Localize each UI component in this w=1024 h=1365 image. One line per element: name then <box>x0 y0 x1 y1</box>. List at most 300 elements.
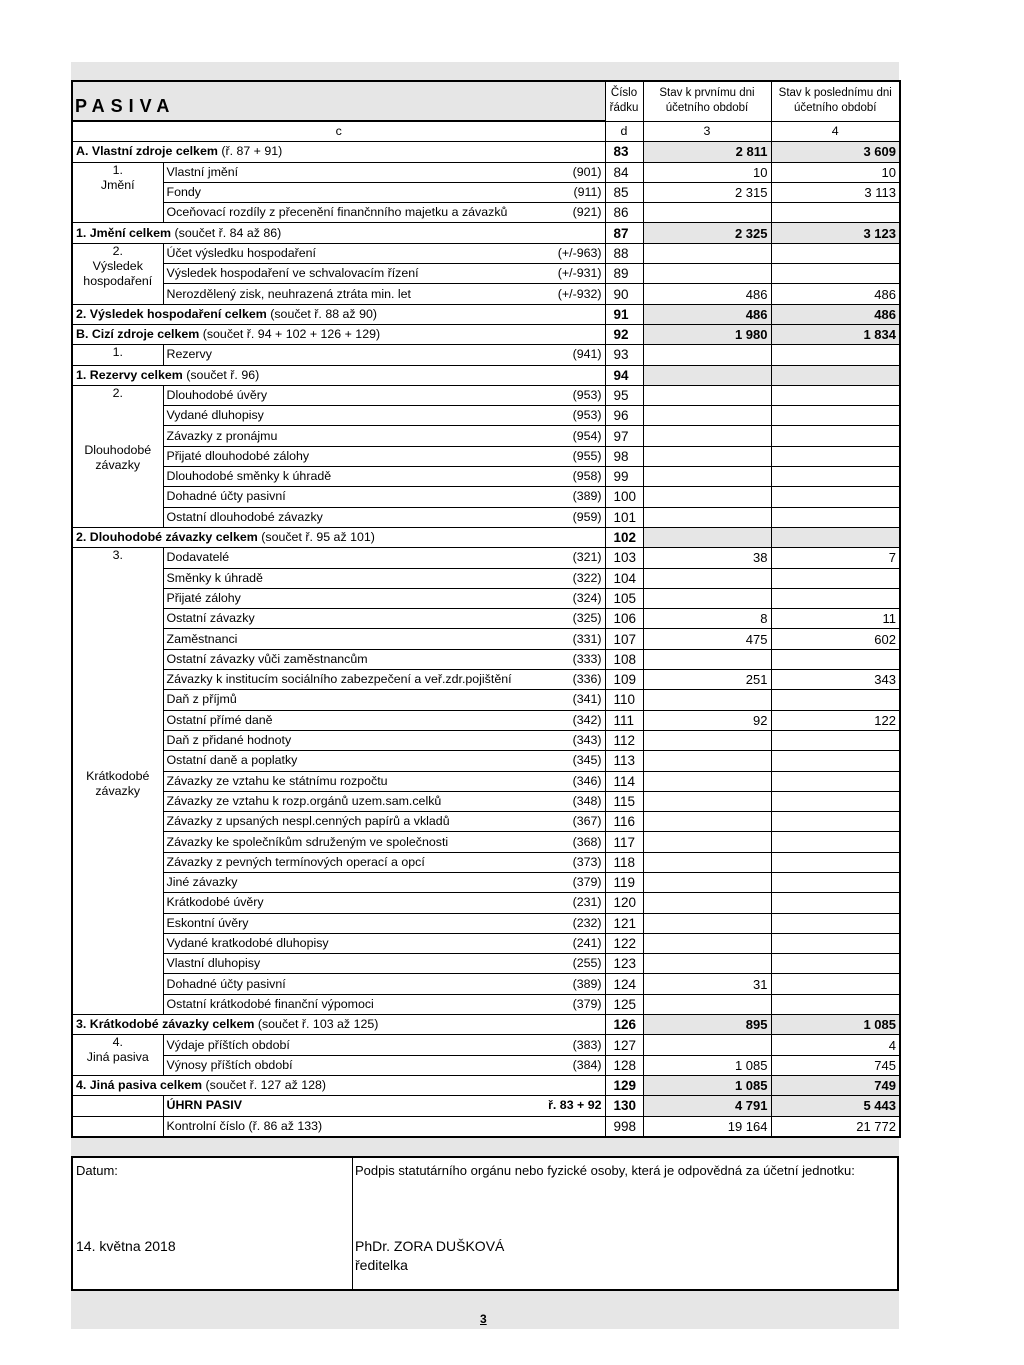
podpis-label: Podpis statutárního orgánu nebo fyzické osoby, která je odpovědná za účetní jednotku: <box>355 1163 855 1178</box>
row-number: 103 <box>605 548 643 568</box>
table-row <box>72 751 900 771</box>
item-label <box>163 872 605 892</box>
section-label <box>72 1015 605 1035</box>
item-label <box>163 182 605 202</box>
account-code: (343) <box>572 733 602 748</box>
value-first <box>643 852 771 872</box>
header-row <box>72 81 900 121</box>
account-code: (921) <box>572 205 602 220</box>
table-row <box>72 406 900 426</box>
item-label <box>163 385 605 405</box>
table-row <box>72 872 900 892</box>
row-number: 126 <box>605 1015 643 1035</box>
item-name: Ostatní závazky vůči zaměstnancům <box>166 651 368 666</box>
section-title: 4. Jiná pasiva celkem <box>76 1078 203 1093</box>
value-first <box>643 467 771 487</box>
section-label <box>72 365 605 385</box>
item-label <box>163 933 605 953</box>
value-last <box>771 243 900 263</box>
row-number: 107 <box>605 629 643 649</box>
value-first <box>643 771 771 791</box>
section-title: 2. Výsledek hospodaření celkem <box>76 306 267 321</box>
account-code: (367) <box>572 814 602 829</box>
item-name: Závazky k institucím sociálního zabezpečení a veř.zdr.pojištění <box>166 672 512 687</box>
section-title: 1. Rezervy celkem <box>76 367 183 382</box>
row-number: 97 <box>605 426 643 446</box>
section-note: (součet ř. 127 až 128) <box>205 1078 327 1093</box>
value-first: 19 164 <box>643 1116 771 1137</box>
item-name: Ostatní dlouhodobé závazky <box>166 509 323 524</box>
value-first <box>643 751 771 771</box>
item-label <box>163 913 605 933</box>
value-first: 475 <box>643 629 771 649</box>
value-first <box>643 812 771 832</box>
value-first: 486 <box>643 304 771 324</box>
item-name: Vlastní jmění <box>166 164 239 179</box>
account-code: (901) <box>572 164 602 179</box>
item-label <box>163 548 605 568</box>
account-code: (389) <box>572 976 602 991</box>
account-code: (322) <box>572 570 602 585</box>
value-last <box>771 913 900 933</box>
value-first <box>643 264 771 284</box>
item-name: Daň z přidané hodnoty <box>166 733 292 748</box>
row-number: 102 <box>605 527 643 547</box>
item-label <box>163 791 605 811</box>
row-number: 119 <box>605 872 643 892</box>
col-posledni-header: Stav k poslednímu dni účetního období <box>771 81 900 121</box>
value-last <box>771 568 900 588</box>
account-code: (321) <box>572 550 602 565</box>
value-first <box>643 568 771 588</box>
table-row <box>72 974 900 994</box>
section-label <box>72 142 605 162</box>
page-title: PASIVA <box>75 96 176 116</box>
value-first <box>643 426 771 446</box>
table-row <box>72 730 900 750</box>
account-code: (959) <box>572 509 602 524</box>
item-name: Závazky z pevných termínových operací a opcí <box>166 854 425 869</box>
total-title: ÚHRN PASIV <box>166 1098 242 1113</box>
item-name: Vydané dluhopisy <box>166 408 264 423</box>
item-name: Daň z příjmů <box>166 692 237 707</box>
row-number: 113 <box>605 751 643 771</box>
account-code: (958) <box>572 469 602 484</box>
value-first: 251 <box>643 670 771 690</box>
group-label <box>72 385 163 527</box>
table-row <box>72 1096 900 1116</box>
section-note: (součet ř. 88 až 90) <box>270 306 377 321</box>
item-label <box>163 446 605 466</box>
value-last <box>771 751 900 771</box>
row-number: 95 <box>605 385 643 405</box>
account-code: (336) <box>572 672 602 687</box>
value-last: 602 <box>771 629 900 649</box>
group-label <box>72 1035 163 1076</box>
item-name: Dodavatelé <box>166 550 230 565</box>
group-number: 1. <box>112 162 123 177</box>
sub-c: c <box>72 121 605 142</box>
value-last: 1 834 <box>771 324 900 344</box>
value-first <box>643 345 771 365</box>
table-row <box>72 690 900 710</box>
value-last <box>771 812 900 832</box>
item-name: Výsledek hospodaření ve schvalovacím řízení <box>166 266 419 281</box>
item-label <box>163 243 605 263</box>
account-code: (+/-963) <box>557 245 602 260</box>
item-name: Výnosy příštích období <box>166 1057 293 1072</box>
section-title: 2. Dlouhodobé závazky celkem <box>76 530 258 545</box>
account-code: (384) <box>572 1057 602 1072</box>
value-first: 38 <box>643 548 771 568</box>
value-first: 895 <box>643 1015 771 1035</box>
row-number: 114 <box>605 771 643 791</box>
sub-d: d <box>605 121 643 142</box>
item-label <box>163 649 605 669</box>
row-number: 86 <box>605 203 643 223</box>
item-label <box>163 609 605 629</box>
section-note: (součet ř. 95 až 101) <box>261 530 375 545</box>
total-spacer <box>72 1096 163 1116</box>
value-first <box>643 487 771 507</box>
value-first <box>643 832 771 852</box>
value-first <box>643 872 771 892</box>
table-row <box>72 954 900 974</box>
account-code: (345) <box>572 753 602 768</box>
item-name: Účet výsledku hospodaření <box>166 245 316 260</box>
sub-4: 4 <box>771 121 900 142</box>
value-last: 3 113 <box>771 182 900 202</box>
value-first <box>643 243 771 263</box>
col-cislo-header: Číslo řádku <box>605 81 643 121</box>
item-name: Dlouhodobé směnky k úhradě <box>166 469 332 484</box>
value-first <box>643 893 771 913</box>
table-row <box>72 588 900 608</box>
table-row <box>72 852 900 872</box>
item-label <box>163 994 605 1014</box>
value-first <box>643 1035 771 1055</box>
account-code: (348) <box>572 793 602 808</box>
item-name: Výdaje příštích období <box>166 1037 290 1052</box>
table-row <box>72 609 900 629</box>
row-number: 105 <box>605 588 643 608</box>
value-first <box>643 507 771 527</box>
value-last: 486 <box>771 304 900 324</box>
value-last <box>771 994 900 1014</box>
table-row <box>72 893 900 913</box>
group-number: 3. <box>112 548 123 563</box>
row-number: 121 <box>605 913 643 933</box>
table-row <box>72 182 900 202</box>
item-name: Krátkodobé úvěry <box>166 895 264 910</box>
row-number: 111 <box>605 710 643 730</box>
group-name: Dlouhodobé závazky <box>84 442 152 472</box>
section-note: (ř. 87 + 91) <box>221 144 283 159</box>
item-name: Rezervy <box>166 347 212 362</box>
item-label <box>163 1035 605 1055</box>
item-label <box>163 345 605 365</box>
table-row <box>72 243 900 263</box>
section-title: A. Vlastní zdroje celkem <box>76 144 218 159</box>
section-title: 3. Krátkodobé závazky celkem <box>76 1017 255 1032</box>
table-row <box>72 1075 900 1095</box>
item-name: Fondy <box>166 185 201 200</box>
row-number: 98 <box>605 446 643 466</box>
value-first <box>643 527 771 547</box>
table-row <box>72 670 900 690</box>
signatory-role: ředitelka <box>355 1257 408 1273</box>
row-number: 127 <box>605 1035 643 1055</box>
row-number: 129 <box>605 1075 643 1095</box>
value-first: 10 <box>643 162 771 182</box>
table-row <box>72 487 900 507</box>
table-row <box>72 832 900 852</box>
account-code: (+/-931) <box>557 266 602 281</box>
row-number: 94 <box>605 365 643 385</box>
value-last <box>771 588 900 608</box>
item-label <box>163 730 605 750</box>
value-first: 1 980 <box>643 324 771 344</box>
table-row <box>72 426 900 446</box>
table-row <box>72 812 900 832</box>
table-row <box>72 345 900 365</box>
row-number: 123 <box>605 954 643 974</box>
group-number: 4. <box>112 1035 123 1050</box>
value-last <box>771 487 900 507</box>
section-label <box>72 527 605 547</box>
value-first: 1 085 <box>643 1055 771 1075</box>
account-code: (373) <box>572 854 602 869</box>
ctrl-spacer <box>72 1116 163 1137</box>
value-first: 1 085 <box>643 1075 771 1095</box>
value-last <box>771 446 900 466</box>
value-last <box>771 893 900 913</box>
account-code: (941) <box>572 347 602 362</box>
table-row <box>72 324 900 344</box>
item-label <box>163 162 605 182</box>
item-label <box>163 771 605 791</box>
account-code: (383) <box>572 1037 602 1052</box>
row-number: 101 <box>605 507 643 527</box>
item-label <box>163 893 605 913</box>
signatory-name: PhDr. ZORA DUŠKOVÁ <box>355 1238 505 1254</box>
page-number: 3 <box>480 1312 487 1326</box>
row-number: 128 <box>605 1055 643 1075</box>
value-first <box>643 913 771 933</box>
value-first <box>643 730 771 750</box>
item-label <box>163 832 605 852</box>
value-last <box>771 872 900 892</box>
group-number: 2. <box>112 385 123 400</box>
row-number: 116 <box>605 812 643 832</box>
group-number: 1. <box>112 345 123 360</box>
row-number: 92 <box>605 324 643 344</box>
row-number: 112 <box>605 730 643 750</box>
item-label <box>163 670 605 690</box>
total-label <box>163 1096 605 1116</box>
row-number: 99 <box>605 467 643 487</box>
row-number: 84 <box>605 162 643 182</box>
item-label <box>163 629 605 649</box>
item-name: Vydané kratkodobé dluhopisy <box>166 936 329 951</box>
table-row <box>72 467 900 487</box>
row-number: 998 <box>605 1116 643 1137</box>
subheader-row <box>72 121 900 142</box>
value-first <box>643 365 771 385</box>
table-row <box>72 913 900 933</box>
value-first <box>643 649 771 669</box>
col-prvni-header: Stav k prvnímu dni účetního období <box>643 81 771 121</box>
group-name: Krátkodobé závazky <box>86 769 150 799</box>
value-last: 21 772 <box>771 1116 900 1137</box>
account-code: (954) <box>572 428 602 443</box>
table-row <box>72 771 900 791</box>
group-name: Jiná pasiva <box>86 1050 149 1065</box>
value-last <box>771 791 900 811</box>
row-number: 125 <box>605 994 643 1014</box>
account-code: (+/-932) <box>557 286 602 301</box>
account-code: (379) <box>572 875 602 890</box>
row-number: 104 <box>605 568 643 588</box>
item-name: Závazky ke společníkům sdruženým ve společnosti <box>166 834 449 849</box>
item-name: Jiné závazky <box>166 875 238 890</box>
table-row <box>72 1035 900 1055</box>
table-row <box>72 264 900 284</box>
item-name: Eskontní úvěry <box>166 915 249 930</box>
value-last: 3 609 <box>771 142 900 162</box>
value-first <box>643 954 771 974</box>
item-label <box>163 203 605 223</box>
value-last <box>771 771 900 791</box>
value-last <box>771 954 900 974</box>
pasiva-table <box>71 80 901 1138</box>
value-last <box>771 203 900 223</box>
item-label <box>163 487 605 507</box>
account-code: (325) <box>572 611 602 626</box>
table-row <box>72 203 900 223</box>
item-name: Nerozdělený zisk, neuhrazená ztráta min. let <box>166 286 411 301</box>
item-label <box>163 812 605 832</box>
group-label <box>72 345 163 365</box>
row-number: 85 <box>605 182 643 202</box>
row-number: 90 <box>605 284 643 304</box>
row-number: 88 <box>605 243 643 263</box>
row-number: 91 <box>605 304 643 324</box>
item-name: Oceňovací rozdíly z přecenění finančnního majetku a závazků <box>166 205 508 220</box>
table-row <box>72 142 900 162</box>
datum-label: Datum: <box>76 1163 118 1178</box>
table-row <box>72 223 900 243</box>
section-note: (součet ř. 94 + 102 + 126 + 129) <box>202 327 381 342</box>
value-last: 3 123 <box>771 223 900 243</box>
value-last <box>771 852 900 872</box>
date-cell <box>73 1158 353 1289</box>
table-row <box>72 507 900 527</box>
row-number: 108 <box>605 649 643 669</box>
value-last <box>771 385 900 405</box>
value-first: 8 <box>643 609 771 629</box>
value-last <box>771 264 900 284</box>
value-first: 2 315 <box>643 182 771 202</box>
section-title: B. Cizí zdroje celkem <box>76 327 200 342</box>
item-name: Ostatní daně a poplatky <box>166 753 298 768</box>
table-row <box>72 284 900 304</box>
account-code: (324) <box>572 590 602 605</box>
item-label <box>163 568 605 588</box>
item-label <box>163 264 605 284</box>
item-name: Závazky ze vztahu k rozp.orgánů uzem.sam.celků <box>166 793 442 808</box>
table-row <box>72 527 900 547</box>
item-label <box>163 974 605 994</box>
value-first <box>643 588 771 608</box>
row-number: 93 <box>605 345 643 365</box>
value-last: 11 <box>771 609 900 629</box>
account-code: (379) <box>572 996 602 1011</box>
date-value: 14. května 2018 <box>76 1238 176 1254</box>
item-label <box>163 852 605 872</box>
table-row <box>72 710 900 730</box>
value-last: 749 <box>771 1075 900 1095</box>
account-code: (911) <box>573 185 602 200</box>
value-last: 486 <box>771 284 900 304</box>
item-label <box>163 406 605 426</box>
account-code: (241) <box>572 936 602 951</box>
account-code: (232) <box>572 915 602 930</box>
value-last: 5 443 <box>771 1096 900 1116</box>
value-first <box>643 446 771 466</box>
section-label <box>72 223 605 243</box>
table-row <box>72 649 900 669</box>
value-last <box>771 426 900 446</box>
control-label: Kontrolní číslo (ř. 86 až 133) <box>163 1116 605 1137</box>
section-label <box>72 1075 605 1095</box>
item-label <box>163 954 605 974</box>
section-note: (součet ř. 103 až 125) <box>257 1017 379 1032</box>
item-name: Ostatní krátkodobé finanční výpomoci <box>166 996 374 1011</box>
row-number: 106 <box>605 609 643 629</box>
item-name: Přijaté dlouhodobé zálohy <box>166 448 310 463</box>
item-name: Ostatní závazky <box>166 611 255 626</box>
value-first: 92 <box>643 710 771 730</box>
account-code: (346) <box>572 773 602 788</box>
group-name: Výsledek hospodaření <box>83 258 153 288</box>
table-row <box>72 568 900 588</box>
row-number: 89 <box>605 264 643 284</box>
group-label <box>72 243 163 304</box>
row-number: 109 <box>605 670 643 690</box>
value-first <box>643 385 771 405</box>
account-code: (368) <box>572 834 602 849</box>
row-number: 87 <box>605 223 643 243</box>
item-label <box>163 1055 605 1075</box>
item-name: Závazky z upsaných nespl.cenných papírů a vkladů <box>166 814 450 829</box>
table-row <box>72 548 900 568</box>
value-first: 2 325 <box>643 223 771 243</box>
value-last <box>771 406 900 426</box>
value-last <box>771 730 900 750</box>
item-label <box>163 710 605 730</box>
table-row <box>72 446 900 466</box>
value-last: 7 <box>771 548 900 568</box>
item-label <box>163 284 605 304</box>
account-code: (331) <box>572 631 602 646</box>
table-row <box>72 791 900 811</box>
item-label <box>163 426 605 446</box>
table-row <box>72 629 900 649</box>
total-formula: ř. 83 + 92 <box>548 1098 602 1113</box>
item-label <box>163 588 605 608</box>
row-number: 122 <box>605 933 643 953</box>
